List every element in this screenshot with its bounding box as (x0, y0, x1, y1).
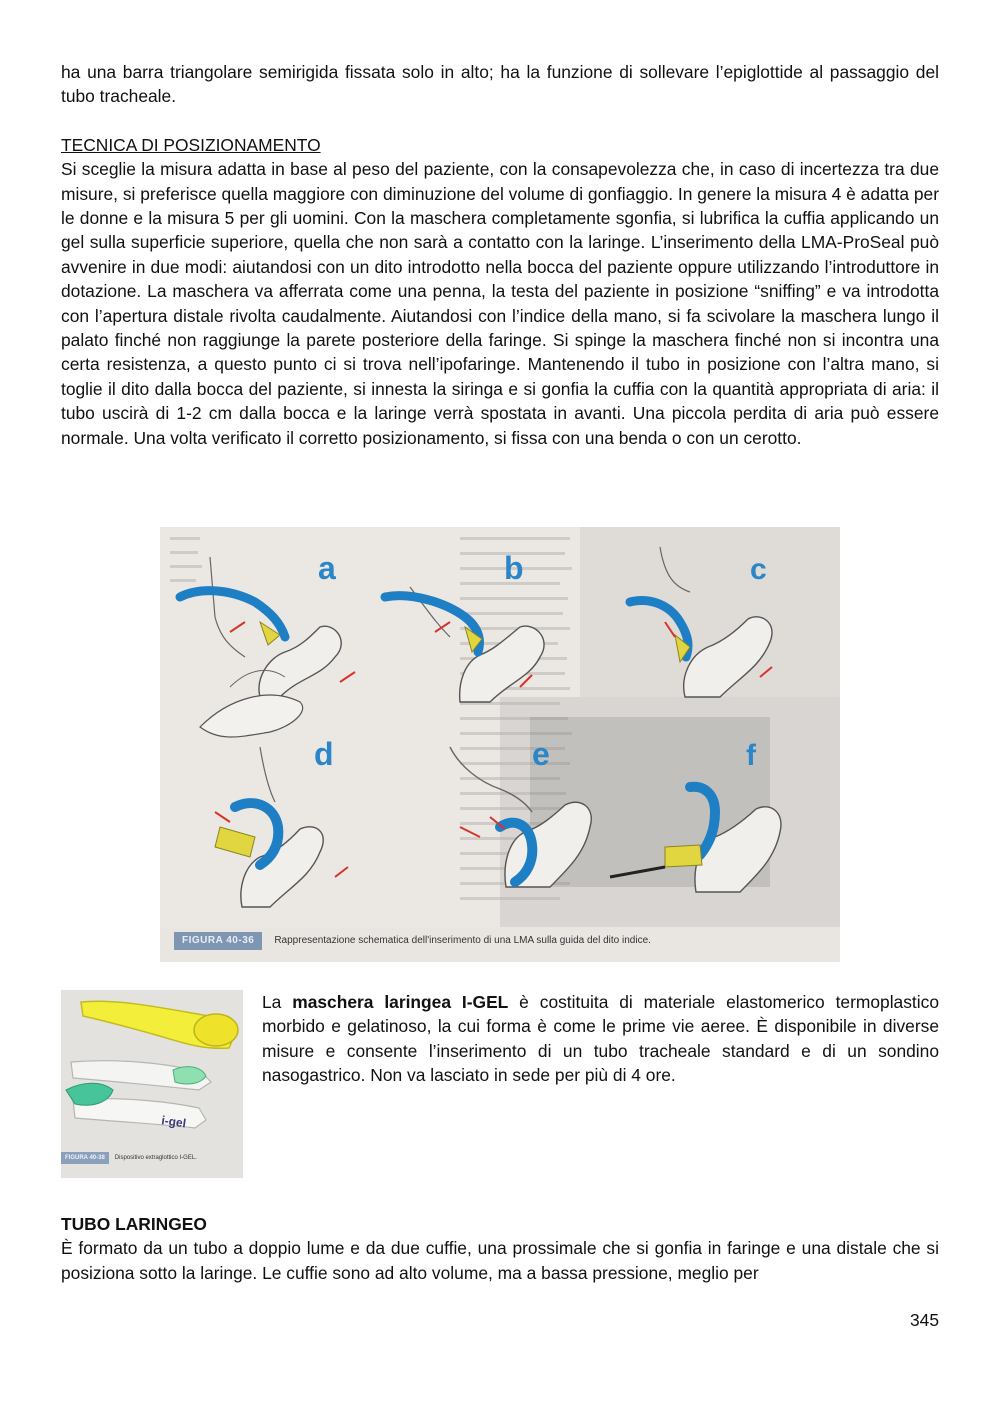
page-number: 345 (909, 1310, 939, 1330)
page-body (61, 60, 939, 450)
section-heading-tubo: TUBO LARINGEO (61, 1214, 207, 1234)
section-heading-tecnica: TECNICA DI POSIZIONAMENTO (61, 134, 321, 155)
panel-label-b: b (504, 550, 524, 586)
panel-label-e: e (532, 736, 550, 772)
igel-device-illustration (61, 990, 243, 1178)
figure-lma-insertion (160, 527, 840, 962)
igel-text-prefix: La (262, 992, 293, 1012)
igel-description (262, 990, 939, 1088)
section-tubo-laringeo (61, 1212, 939, 1285)
svg-text:i-gel: i-gel (160, 1113, 187, 1131)
figure-igel-caption (61, 1152, 197, 1164)
panel-label-f: f (746, 739, 756, 772)
figure-main-tag: FIGURA 40-36 (174, 932, 262, 950)
figure-igel-caption-text: Dispositivo extraglottico I-GEL. (114, 1155, 197, 1161)
figure-main-caption (174, 931, 651, 951)
intro-paragraph: ha una barra triangolare semirigida fissata solo in alto; ha la funzione di sollevare l’epiglottide al passaggio del tubo tracheale. (61, 62, 939, 107)
panel-label-c: c (750, 553, 767, 586)
panel-label-d: d (314, 736, 334, 772)
figure-main-caption-text: Rappresentazione schematica dell'inserimento di una LMA sulla guida del dito indice. (274, 935, 651, 946)
igel-term: maschera laringea I-GEL (292, 992, 509, 1012)
panel-label-a: a (318, 550, 336, 586)
igel-text-rest: è costituita di materiale elastomerico termoplastico morbido e gelatinoso, la cui forma è come le prime vie aeree. È disponibile in diverse misure e consente l’inserimento di un tubo tracheale standard e di un sondino nasogastrico. Non va lasciato in sede per più di 4 ore. (262, 992, 939, 1086)
figure-igel (61, 990, 243, 1178)
tubo-paragraph: È formato da un tubo a doppio lume e da due cuffie, una prossimale che si gonfia in faringe e una distale che si posiziona sotto la laringe. Le cuffie sono ad alto volume, ma a bassa pressione, meglio per (61, 1238, 939, 1283)
tecnica-paragraph: Si sceglie la misura adatta in base al peso del paziente, con la consapevolezza che, in caso di incertezza tra due misure, si preferisce quella maggiore con diminuzione del volume di gonfiaggio. In genere la misura 4 è adatta per le donne e la misura 5 per gli uomini. Con la maschera completamente sgonfia, si lubrifica la cuffia applicando un gel sulla superficie superiore, quella che non sarà a contatto con la laringe. L’inserimento della LMA-ProSeal può avvenire in due modi: aiutandosi con un dito introdotto nella bocca del paziente oppure utilizzando l’introduttore in dotazione. La maschera va afferrata come una penna, la testa del paziente in posizione “sniffing” e va introdotta con l’apertura distale rivolta caudalmente. Aiutandosi con l’indice della mano, si fa scivolare la maschera lungo il palato finché non raggiunge la parete posteriore della faringe. Si spinge la maschera finché non si incontra una certa resistenza, a questo punto ci si trova nell’ipofaringe. Mantenendo il tubo in posizione con l’altra mano, si toglie il dito dalla bocca del paziente, si innesta la siringa e si gonfia la cuffia con la quantità appropriata di aria: il tubo uscirà di 1-2 cm dalla bocca e la laringe verrà spostata in avanti. Una piccola perdita di aria può essere normale. Una volta verificato il corretto posizionamento, si fissa con una benda o con un cerotto. (61, 159, 939, 448)
igel-paragraph (262, 990, 939, 1088)
lma-insertion-illustration (160, 527, 840, 927)
figure-igel-tag: FIGURA 40-38 (61, 1152, 109, 1164)
